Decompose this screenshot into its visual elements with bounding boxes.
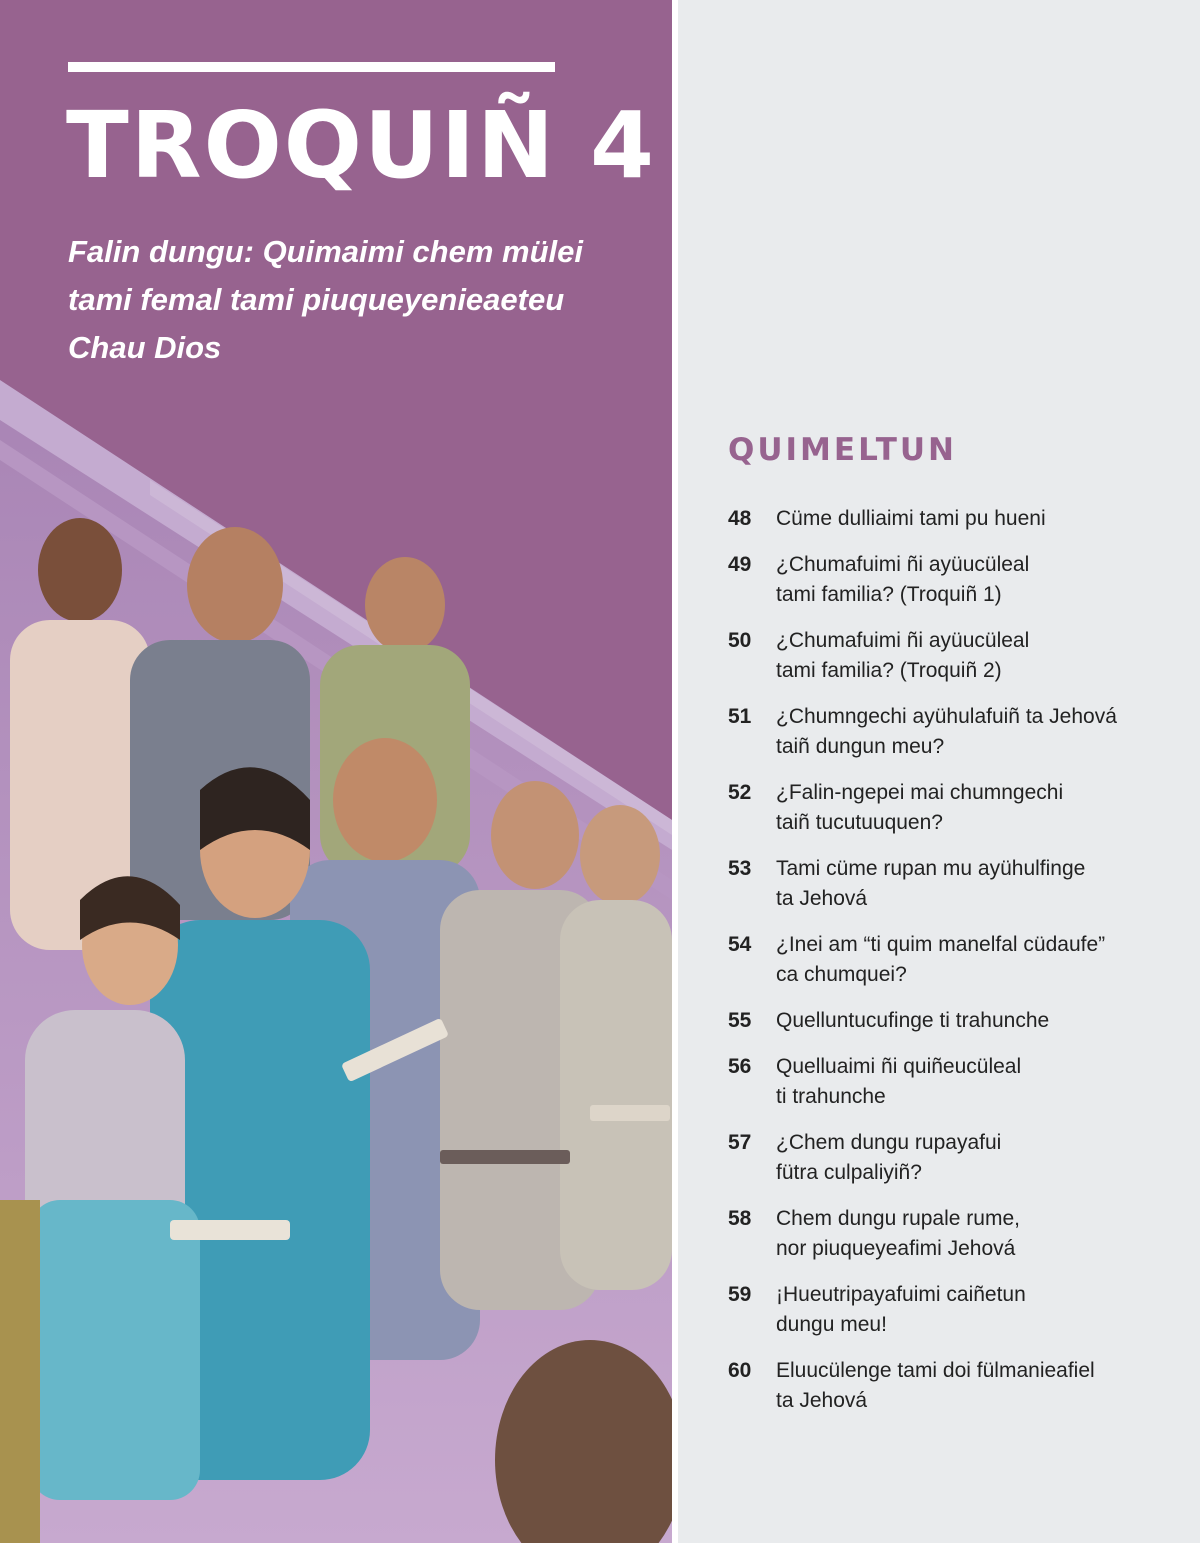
lesson-item[interactable]	[728, 854, 1168, 914]
contents-panel	[678, 0, 1200, 1543]
lesson-item[interactable]	[728, 1280, 1168, 1340]
lesson-number: 55	[728, 1009, 752, 1032]
lesson-number: 50	[728, 629, 752, 652]
lesson-title: Quelluaimi ñi quiñeucüleal ti trahunche	[776, 1055, 1022, 1108]
lesson-title: ¡Hueutripayafuimi caiñetun dungu meu!	[776, 1283, 1026, 1336]
lesson-title: Eluucülenge tami doi fülmanieafiel ta Jehová	[776, 1359, 1095, 1412]
lesson-item[interactable]	[728, 1006, 1168, 1036]
lesson-item[interactable]	[728, 702, 1168, 762]
lesson-title: ¿Falin-ngepei mai chumngechi taiñ tucutuuquen?	[776, 781, 1064, 834]
lesson-number: 48	[728, 507, 752, 530]
lesson-title: ¿Chumafuimi ñi ayüucüleal tami familia? (Troquiñ 1)	[776, 553, 1030, 606]
lesson-item[interactable]	[728, 778, 1168, 838]
lesson-number: 56	[728, 1055, 752, 1078]
part-title: TROQUIÑ 4	[66, 92, 656, 199]
lesson-number: 53	[728, 857, 752, 880]
lesson-item[interactable]	[728, 1128, 1168, 1188]
lesson-number: 60	[728, 1359, 752, 1382]
lesson-item[interactable]	[728, 1052, 1168, 1112]
part-subtitle: Falin dungu: Quimaimi chem mülei tami femal tami piuqueyenieaeteu Chau Dios	[68, 234, 583, 365]
contents-heading: QUIMELTUN	[728, 432, 957, 468]
lesson-number: 49	[728, 553, 752, 576]
lesson-title: Tami cüme rupan mu ayühulfinge ta Jehová	[776, 857, 1086, 910]
lesson-item[interactable]	[728, 1204, 1168, 1264]
lesson-item[interactable]	[728, 550, 1168, 610]
lesson-title: ¿Chumngechi ayühulafuiñ ta Jehová taiñ dungun meu?	[776, 705, 1117, 758]
lesson-item[interactable]	[728, 1356, 1168, 1416]
lesson-number: 58	[728, 1207, 752, 1230]
lesson-title: Chem dungu rupale rume, nor piuqueyeafimi Jehová	[776, 1207, 1020, 1260]
lesson-title: ¿Chumafuimi ñi ayüucüleal tami familia? (Troquiñ 2)	[776, 629, 1030, 682]
lesson-title: Quelluntucufinge ti trahunche	[776, 1009, 1050, 1032]
lesson-number: 51	[728, 705, 752, 728]
lesson-number: 54	[728, 933, 752, 956]
lesson-item[interactable]	[728, 504, 1168, 534]
congregation-illustration	[0, 380, 672, 1543]
lesson-list	[728, 504, 1168, 1432]
lesson-title: ¿Chem dungu rupayafui fütra culpaliyiñ?	[776, 1131, 1002, 1184]
title-rule	[68, 62, 555, 72]
lesson-title: ¿Inei am “ti quim manelfal cüdaufe” ca chumquei?	[776, 933, 1106, 986]
lesson-item[interactable]	[728, 626, 1168, 686]
lesson-number: 59	[728, 1283, 752, 1306]
lesson-number: 57	[728, 1131, 752, 1154]
lesson-number: 52	[728, 781, 752, 804]
lesson-title: Cüme dulliaimi tami pu hueni	[776, 507, 1046, 530]
lesson-item[interactable]	[728, 930, 1168, 990]
